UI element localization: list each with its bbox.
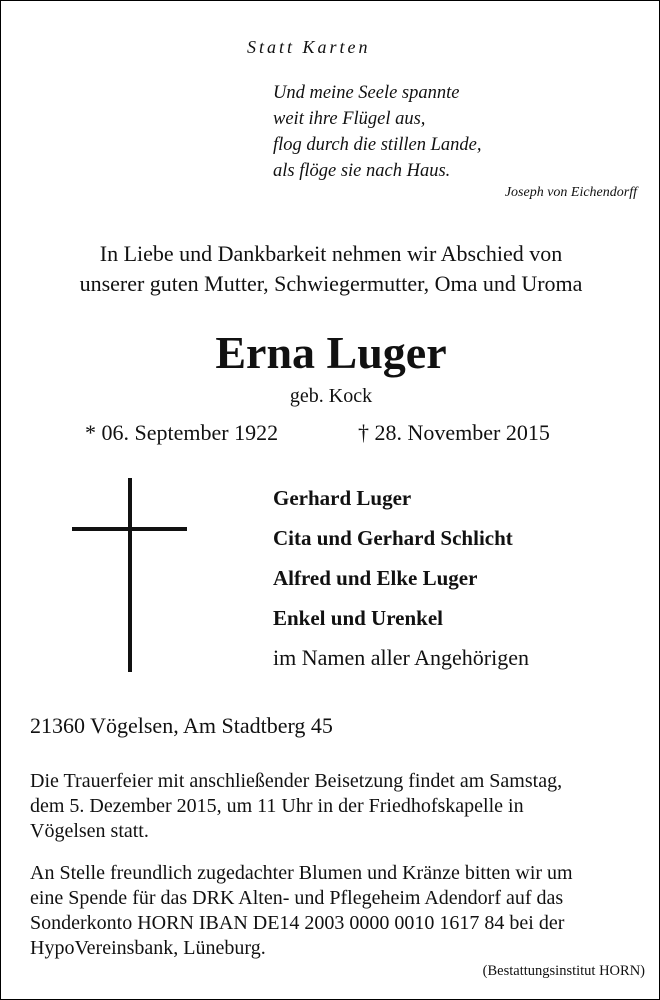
poem-line: weit ihre Flügel aus, xyxy=(273,109,426,129)
funeral-info-line: dem 5. Dezember 2015, um 11 Uhr in der Friedhofskapelle in xyxy=(30,795,524,817)
poem xyxy=(273,80,481,184)
funeral-info xyxy=(30,769,650,844)
intro-line: unserer guten Mutter, Schwiegermutter, Oma und Uroma xyxy=(79,271,583,296)
poem-author: Joseph von Eichendorff xyxy=(504,185,637,200)
birth-date: * 06. September 1922 xyxy=(85,420,279,445)
mourner-name: Enkel und Urenkel xyxy=(273,606,443,630)
poem-line: als flöge sie nach Haus. xyxy=(273,161,451,181)
statt-karten-text: Statt Karten xyxy=(247,37,371,57)
mourner-name: Gerhard Luger xyxy=(273,486,412,510)
donation-info-line: Sonderkonto HORN IBAN DE14 2003 0000 0010 1617 84 bei der xyxy=(30,912,565,934)
intro-line: In Liebe und Dankbarkeit nehmen wir Abschied von xyxy=(99,241,563,266)
donation-info-line: eine Spende für das DRK Alten- und Pflegeheim Adendorf auf das xyxy=(30,887,564,909)
intro-text xyxy=(1,239,660,299)
donation-info xyxy=(30,861,650,961)
family-address: 21360 Vögelsen, Am Stadtberg 45 xyxy=(30,713,333,738)
funeral-info-line: Vögelsen statt. xyxy=(30,820,149,842)
deceased-name: Erna Luger xyxy=(215,327,447,378)
funeral-info-line: Die Trauerfeier mit anschließender Beisetzung findet am Samstag, xyxy=(30,770,563,792)
maiden-name: geb. Kock xyxy=(289,385,373,407)
mourners-list xyxy=(273,483,513,643)
donation-info-line: An Stelle freundlich zugedachter Blumen und Kränze bitten wir um xyxy=(30,862,573,884)
mourner-name: Cita und Gerhard Schlicht xyxy=(273,526,513,550)
donation-info-line: HypoVereinsbank, Lüneburg. xyxy=(30,937,266,959)
undertaker-credit: (Bestattungsinstitut HORN) xyxy=(482,963,645,979)
on-behalf-text: im Namen aller Angehörigen xyxy=(273,645,529,670)
poem-line: flog durch die stillen Lande, xyxy=(273,135,482,155)
death-date: † 28. November 2015 xyxy=(358,420,550,445)
poem-line: Und meine Seele spannte xyxy=(273,83,460,103)
mourner-name: Alfred und Elke Luger xyxy=(273,566,478,590)
